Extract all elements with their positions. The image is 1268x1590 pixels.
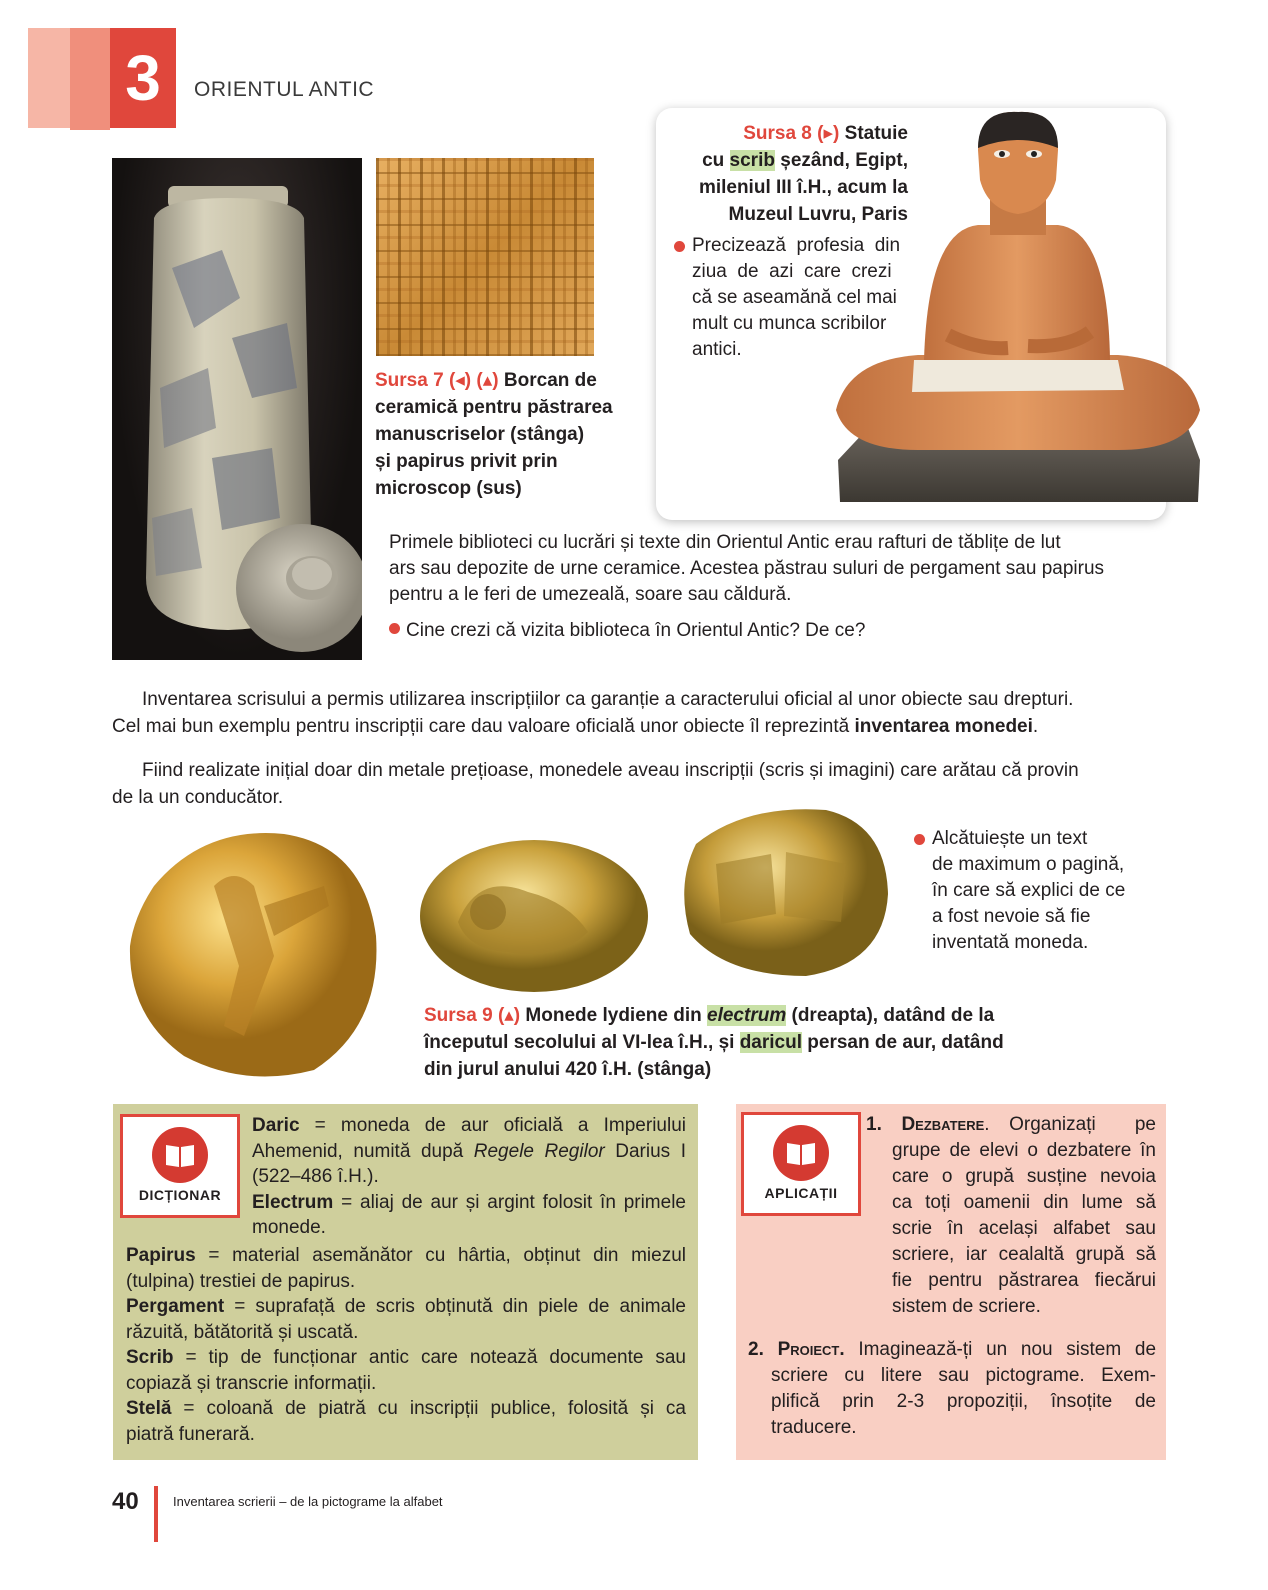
- p2-line1: Fiind realizate inițial doar din metale prețioase, monedele aveau inscripții (scris și imagini) care arătau că provin: [142, 760, 1079, 781]
- item1-l7: fie pentru păstrarea fiecărui: [892, 1270, 1156, 1291]
- q8-line4: mult cu munca scribilor: [692, 313, 887, 334]
- item2-l3: plifică prin 2-3 propoziții, însoțite de: [771, 1391, 1156, 1412]
- running-title: Inventarea scrierii – de la pictograme la alfabet: [173, 1494, 443, 1509]
- bullet-dot-icon: [914, 834, 925, 845]
- daric-def-2b: Regele Regilor: [473, 1140, 605, 1162]
- dictionary-badge: [120, 1114, 240, 1218]
- source9-line3: din jurul anului 420 î.H. (stânga): [424, 1059, 712, 1080]
- item1-title: Dezbatere: [901, 1114, 985, 1135]
- paragraph-precious-metals: [112, 757, 1172, 811]
- source8-label: Sursa 8: [743, 123, 812, 144]
- p1-line1: Inventarea scrisului a permis utilizarea inscripțiilor ca garanție a caracterului oficial al unor obiecte sau drepturi.: [142, 689, 1074, 710]
- triangle-up-icon: (▴): [497, 1005, 521, 1026]
- coin-task-line5: inventată moneda.: [932, 932, 1089, 953]
- source9-line2-pre: începutul secolului al VI-lea î.H., și: [424, 1032, 735, 1053]
- item1-number: 1.: [866, 1114, 882, 1135]
- item2-title: Proiect.: [777, 1339, 845, 1360]
- library-question-text: Cine crezi că vizita biblioteca în Orientul Antic? De ce?: [406, 620, 866, 641]
- p1-line2-pre: Cel mai bun exemplu pentru inscripții care dau valoare oficială unor obiecte îl reprezintă: [112, 716, 855, 737]
- dictionary-entries-bottom: [126, 1243, 686, 1447]
- persian-daric-coin-image: [124, 826, 380, 1084]
- source7-label: Sursa 7: [375, 370, 444, 391]
- dictionary-badge-label: DICȚIONAR: [138, 1187, 222, 1203]
- term-electrum: Electrum: [252, 1191, 334, 1213]
- item1-l1: . Organizați pe: [984, 1114, 1156, 1135]
- library-paragraph: [389, 530, 1169, 608]
- source9-line2-post: persan de aur, datând: [807, 1032, 1004, 1053]
- book-icon: [773, 1125, 829, 1181]
- source8-line1: Statuie: [844, 123, 908, 144]
- item1-l4: ca toți oamenii din lume să: [892, 1192, 1156, 1213]
- electrum-highlight: electrum: [707, 1005, 787, 1026]
- source8-caption: [660, 120, 908, 228]
- source9-label: Sursa 9: [424, 1005, 493, 1026]
- source8-line2-pre: cu: [702, 150, 725, 171]
- scrib-highlight: scrib: [729, 150, 775, 171]
- source7-line2: ceramică pentru păstrarea: [375, 397, 613, 418]
- coin-task-line4: a fost nevoie să fie: [932, 906, 1091, 927]
- coin-task: [914, 826, 1174, 956]
- q8-line1: Precizează profesia din: [692, 235, 901, 256]
- lydian-coin-punch-image: [676, 804, 890, 978]
- pergament-def-2: răzuită, bătătorită și uscată.: [126, 1321, 359, 1343]
- coin-task-line3: în care să explici de ce: [932, 880, 1126, 901]
- application-item-2: [748, 1337, 1156, 1441]
- applications-badge-label: APLICAȚII: [764, 1185, 838, 1201]
- daric-def-2c: Darius I: [604, 1140, 686, 1162]
- item1-l6: scriere, iar cealaltă grupă să: [892, 1244, 1156, 1265]
- dictionary-entries-top: [252, 1113, 686, 1241]
- source9-line1-post: (dreapta), datând de la: [791, 1005, 995, 1026]
- item2-number: 2.: [748, 1339, 764, 1360]
- electrum-def-2: monede.: [252, 1217, 326, 1238]
- bullet-dot-icon: [389, 623, 400, 634]
- library-line2: ars sau depozite de urne ceramice. Acestea păstrau suluri de pergament sau papirus: [389, 558, 1105, 579]
- coin-task-line1: Alcătuiește un text: [932, 828, 1088, 849]
- applications-badge: [741, 1112, 861, 1216]
- source7-caption: [375, 367, 650, 502]
- papirus-def-1: = material asemănător cu hârtia, obținut din miezul: [195, 1245, 686, 1266]
- source9-caption: [424, 1002, 1084, 1083]
- term-daric: Daric: [252, 1115, 300, 1136]
- source7-line5: microscop (sus): [375, 478, 522, 499]
- triangle-left-icon: (◂): [448, 370, 472, 391]
- item2-l4: traducere.: [771, 1417, 857, 1438]
- item1-l2: grupe de elevi o dezbatere în: [892, 1140, 1156, 1161]
- term-papirus: Papirus: [126, 1245, 196, 1266]
- scrib-def-2: copiază și transcrie informații.: [126, 1372, 377, 1394]
- source9-line1-pre: Monede lydiene din: [525, 1005, 702, 1026]
- page-number: 40: [112, 1488, 139, 1515]
- q8-line2: ziua de azi care crezi: [692, 261, 892, 282]
- source8-line2-post: șezând, Egipt,: [780, 150, 908, 171]
- term-stela: Stelă: [126, 1398, 172, 1419]
- book-icon: [152, 1127, 208, 1183]
- papirus-def-2: (tulpina) trestiei de papirus.: [126, 1270, 356, 1292]
- item1-l8: sistem de scriere.: [892, 1296, 1041, 1317]
- bullet-dot-icon: [674, 241, 685, 252]
- library-line1: Primele biblioteci cu lucrări și texte din Orientul Antic erau rafturi de tăblițe de lut: [389, 532, 1061, 553]
- term-scrib: Scrib: [126, 1347, 174, 1368]
- source7-line3: manuscriselor (stânga): [375, 424, 585, 445]
- source8-question: [674, 233, 910, 363]
- term-pergament: Pergament: [126, 1296, 225, 1317]
- p2-line2: de la un conducător.: [112, 787, 284, 808]
- item1-l5: scrie în același alfabet sau: [892, 1218, 1156, 1239]
- p1-line2-post: .: [1032, 716, 1039, 737]
- footer-divider: [154, 1486, 158, 1542]
- chapter-title: ORIENTUL ANTIC: [194, 78, 375, 101]
- pergament-def-1: = suprafață de scris obținută din piele de animale: [224, 1296, 686, 1317]
- papyrus-microscope-image: [376, 158, 594, 356]
- stela-def-2: piatră funerară.: [126, 1423, 255, 1445]
- electrum-def-1: = aliaj de aur și argint folosit în primele: [333, 1191, 686, 1213]
- source7-line1: Borcan de: [503, 370, 597, 391]
- daric-def-3: (522–486 î.H.).: [252, 1166, 379, 1187]
- item2-l1: Imaginează-ți un nou sistem de: [844, 1339, 1157, 1360]
- application-item-1: [866, 1112, 1156, 1320]
- daric-def-1: = moneda de aur oficială a Imperiului: [299, 1115, 686, 1136]
- item2-l2: scriere cu litere sau pictograme. Exem-: [771, 1365, 1156, 1386]
- triangle-up-icon: (▴): [476, 370, 499, 391]
- item1-l3: care o grupă susține nevoia: [892, 1166, 1156, 1187]
- source8-line4: Muzeul Luvru, Paris: [728, 204, 908, 225]
- library-line3: pentru a le feri de umezeală, soare sau căldură.: [389, 584, 792, 605]
- ceramic-jar-image: [112, 158, 362, 660]
- source7-line4: și papirus privit prin: [375, 451, 558, 472]
- stela-def-1: = coloană de piatră cu inscripții publice, folosită și ca: [171, 1398, 686, 1419]
- lydian-coin-lion-image: [418, 832, 650, 996]
- q8-line5: antici.: [692, 339, 742, 360]
- paragraph-writing-coins: [112, 686, 1172, 740]
- chapter-number: 3: [110, 28, 176, 128]
- p1-bold-term: inventarea monedei: [854, 716, 1033, 737]
- triangle-right-icon: (▸): [817, 123, 840, 144]
- daricul-highlight: daricul: [739, 1032, 803, 1053]
- daric-def-2a: Ahemenid, numită după: [252, 1140, 474, 1162]
- coin-task-line2: de maximum o pagină,: [932, 854, 1125, 875]
- q8-line3: că se aseamănă cel mai: [692, 287, 897, 308]
- scrib-def-1: = tip de funcționar antic care notează documente sau: [173, 1347, 686, 1368]
- library-question: [389, 618, 1169, 644]
- chapter-tab-decoration-mid: [70, 28, 110, 130]
- source8-line3: mileniul III î.H., acum la: [698, 177, 908, 198]
